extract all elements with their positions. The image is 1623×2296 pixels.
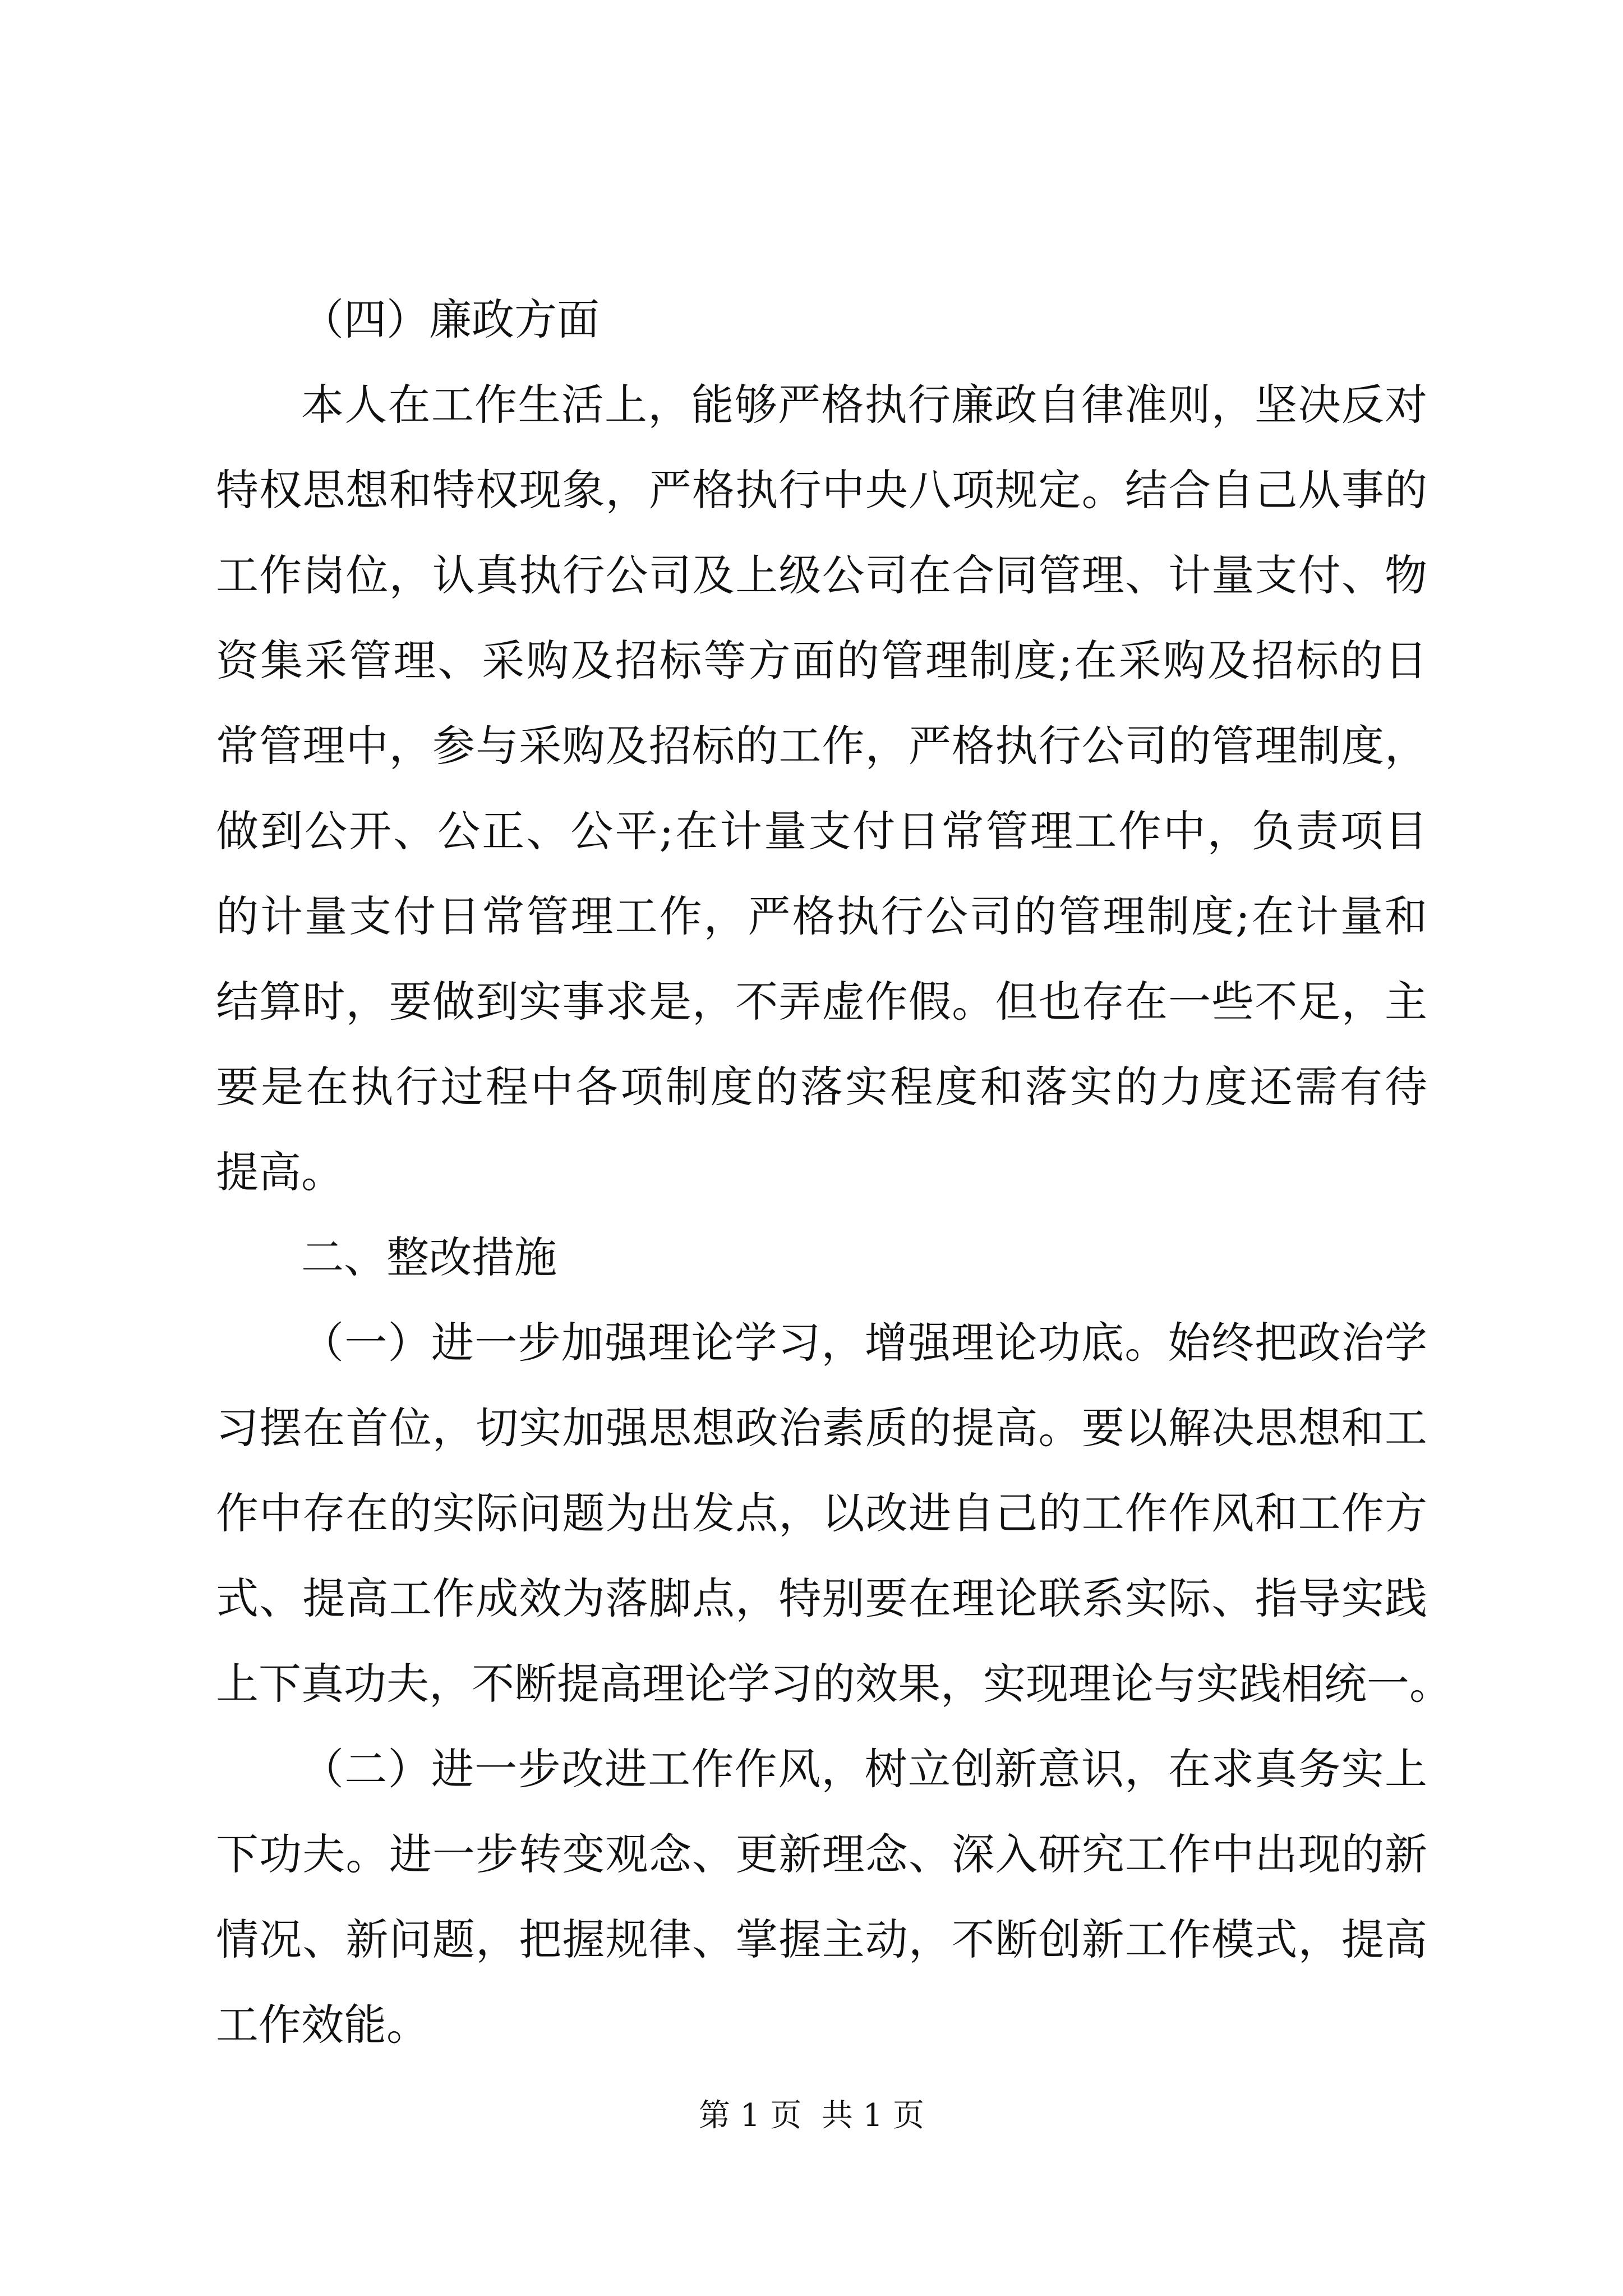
paragraph-line: 结算时，要做到实事求是，不弄虚作假。但也存在一些不足，主 — [216, 977, 1427, 1027]
paragraph-line: 的计量支付日常管理工作，严格执行公司的管理制度;在计量和 — [216, 891, 1427, 941]
paragraph-line: 常管理中，参与采购及招标的工作，严格执行公司的管理制度， — [216, 721, 1427, 771]
paragraph-line: 下功夫。进一步转变观念、更新理念、深入研究工作中出现的新 — [216, 1829, 1427, 1879]
paragraph-line: （二）进一步改进工作作风，树立创新意识，在求真务实上 — [301, 1744, 1427, 1794]
paragraph-line: 本人在工作生活上，能够严格执行廉政自律准则，坚决反对 — [301, 380, 1427, 430]
paragraph-line: 式、提高工作成效为落脚点，特别要在理论联系实际、指导实践 — [216, 1573, 1427, 1623]
paragraph-line: 工作岗位，认真执行公司及上级公司在合同管理、计量支付、物 — [216, 550, 1427, 600]
paragraph-line: （一）进一步加强理论学习，增强理论功底。始终把政治学 — [301, 1318, 1427, 1368]
paragraph-line: 做到公开、公正、公平;在计量支付日常管理工作中，负责项目 — [216, 806, 1427, 856]
paragraph-line: 情况、新问题，把握规律、掌握主动，不断创新工作模式，提高 — [216, 1915, 1427, 1964]
paragraph-line: 作中存在的实际问题为出发点，以改进自己的工作作风和工作方 — [216, 1488, 1427, 1538]
page-number-footer: 第 1 页 共 1 页 — [698, 2097, 925, 2134]
section-heading-integrity: （四）廉政方面 — [301, 295, 600, 344]
paragraph-line: 上下真功夫，不断提高理论学习的效果，实现理论与实践相统一。 — [216, 1659, 1452, 1709]
section-heading-rectification: 二、整改措施 — [301, 1232, 557, 1282]
paragraph-line-last: 提高。 — [216, 1147, 344, 1197]
paragraph-line: 资集采管理、采购及招标等方面的管理制度;在采购及招标的日 — [216, 636, 1427, 685]
paragraph-line: 习摆在首位，切实加强思想政治素质的提高。要以解决思想和工 — [216, 1403, 1427, 1453]
paragraph-line: 特权思想和特权现象，严格执行中央八项规定。结合自己从事的 — [216, 465, 1427, 515]
paragraph-line-last: 工作效能。 — [216, 2000, 429, 2050]
paragraph-line: 要是在执行过程中各项制度的落实程度和落实的力度还需有待 — [216, 1062, 1427, 1112]
